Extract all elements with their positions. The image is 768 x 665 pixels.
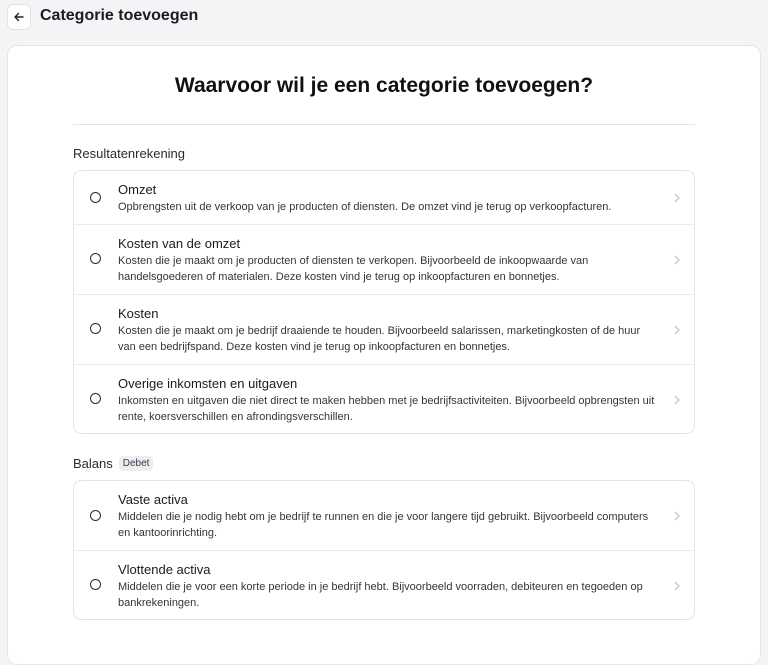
option-title: Omzet xyxy=(118,182,157,197)
option-omzet[interactable] xyxy=(74,171,694,225)
option-group-resultatenrekening xyxy=(73,170,695,434)
radio-vlottende-activa[interactable] xyxy=(90,579,101,590)
main-heading: Waarvoor wil je een categorie toevoegen? xyxy=(174,74,594,97)
option-text xyxy=(118,492,658,541)
section-title: Resultatenrekening xyxy=(73,146,186,161)
option-kosten[interactable] xyxy=(74,295,694,365)
chevron-right-icon xyxy=(672,394,682,406)
section-label-balans xyxy=(73,456,153,471)
option-title: Vaste activa xyxy=(118,492,188,507)
section-title: Balans xyxy=(73,456,113,471)
back-button[interactable] xyxy=(7,4,31,30)
option-vaste-activa[interactable] xyxy=(74,481,694,551)
option-description: Kosten die je maakt om je bedrijf draaiende te houden. Bijvoorbeeld salarissen, marketingkosten of de huur van een bedrijfspand. Deze kosten vind je terug op inkoopfacturen en bonnetjes. xyxy=(118,325,641,353)
main-card xyxy=(7,45,761,665)
debet-badge: Debet xyxy=(119,456,154,471)
chevron-right-icon xyxy=(672,580,682,592)
option-kosten-van-de-omzet[interactable] xyxy=(74,225,694,295)
top-bar xyxy=(0,0,768,36)
option-title: Overige inkomsten en uitgaven xyxy=(118,376,298,391)
option-description: Middelen die je nodig hebt om je bedrijf te runnen en die je voor langere tijd gebruikt. Bijvoorbeeld computers en kantoorinrichting. xyxy=(118,511,649,539)
chevron-right-icon xyxy=(672,254,682,266)
option-description: Middelen die je voor een korte periode in je bedrijf hebt. Bijvoorbeeld voorraden, debiteuren en tegoeden op bankrekeningen. xyxy=(118,581,643,609)
chevron-right-icon xyxy=(672,324,682,336)
divider xyxy=(73,124,695,125)
option-title: Vlottende activa xyxy=(118,562,211,577)
option-group-balans xyxy=(73,480,695,620)
option-description: Inkomsten en uitgaven die niet direct te maken hebben met je bedrijfsactiviteiten. Bijvoorbeeld opbrengsten uit rente, koersverschillen en afrondingsverschillen. xyxy=(118,395,655,423)
radio-vaste-activa[interactable] xyxy=(90,510,101,521)
chevron-right-icon xyxy=(672,192,682,204)
option-title: Kosten van de omzet xyxy=(118,236,241,251)
option-title: Kosten xyxy=(118,306,159,321)
chevron-right-icon xyxy=(672,510,682,522)
option-description: Kosten die je maakt om je producten of diensten te verkopen. Bijvoorbeeld de inkoopwaarde van handelsgoederen of materialen. Deze kosten vind je terug op inkoopfacturen en bonnetjes. xyxy=(118,255,589,283)
option-overige-inkomsten-en-uitgaven[interactable] xyxy=(74,365,694,433)
option-text xyxy=(118,562,658,611)
radio-omzet[interactable] xyxy=(90,192,101,203)
option-text xyxy=(118,376,658,425)
radio-kosten-van-de-omzet[interactable] xyxy=(90,253,101,264)
option-vlottende-activa[interactable] xyxy=(74,551,694,619)
page-title: Categorie toevoegen xyxy=(40,7,199,24)
option-text xyxy=(118,182,658,215)
option-text xyxy=(118,306,658,355)
arrow-left-icon xyxy=(13,11,25,23)
option-text xyxy=(118,236,658,285)
section-label-resultatenrekening xyxy=(73,146,185,161)
radio-overige-inkomsten-en-uitgaven[interactable] xyxy=(90,393,101,404)
radio-kosten[interactable] xyxy=(90,323,101,334)
option-description: Opbrengsten uit de verkoop van je producten of diensten. De omzet vind je terug op verkoopfacturen. xyxy=(118,201,612,213)
